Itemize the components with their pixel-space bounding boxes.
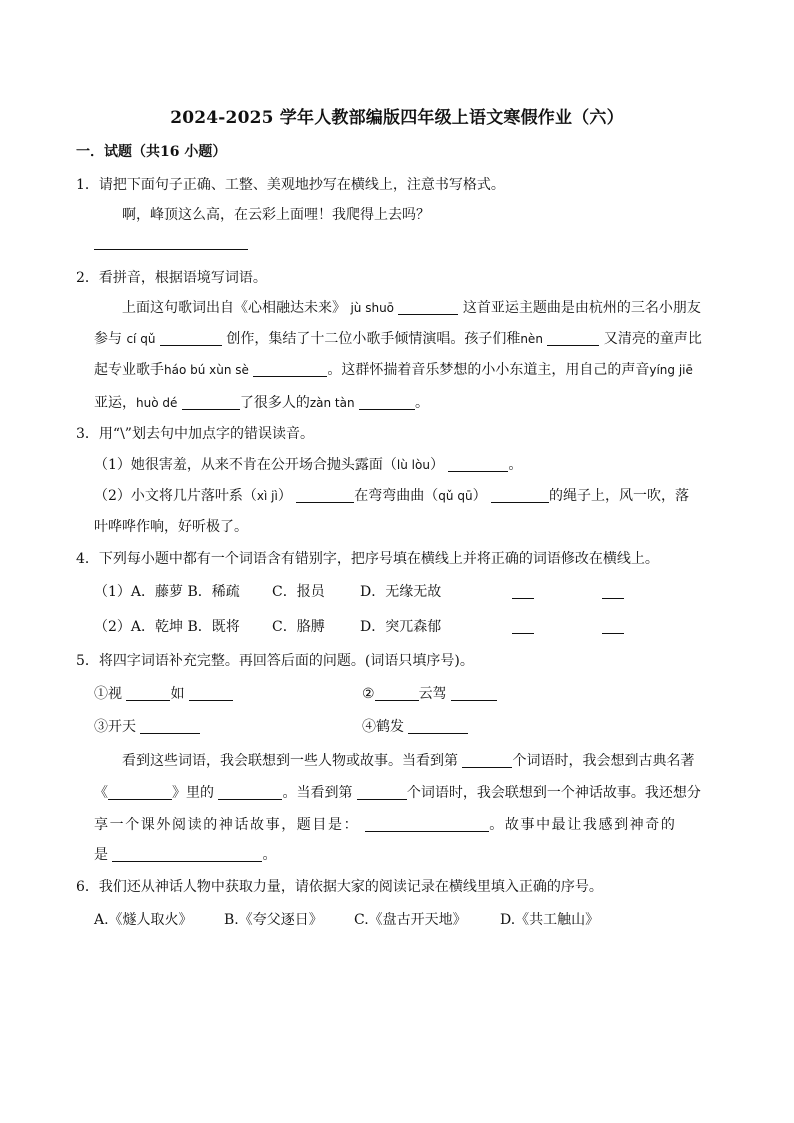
answer-blank[interactable] [462,752,512,768]
q6-option-a: A.《燧人取火》 [94,912,193,928]
q4-row-2-d: D．突兀森郁 [360,619,442,635]
q2-line-4: 亚运，huò dé 了很多人的zàn tàn 。 [94,395,430,411]
q5-para-2: 《 》里的 。当看到第 个词语时，我会联想到一个神话故事。我还想分 [94,785,701,801]
q6-option-c: C.《盘古开天地》 [354,912,467,928]
answer-blank[interactable] [491,487,549,503]
page-title: 2024-2025 学年人教部编版四年级上语文寒假作业（六） [170,108,624,128]
answer-blank[interactable] [398,299,458,315]
answer-blank[interactable] [182,394,240,410]
answer-blank[interactable] [547,330,599,346]
answer-blank[interactable] [112,846,262,862]
pinyin: cí qǔ [126,332,156,346]
q3-sentence-2-cont: 叶哗哗作响，好听极了。 [94,519,248,535]
answer-blank[interactable] [140,718,200,734]
q3-stem: 3．用“\”划去句中加点字的错误读音。 [76,426,314,442]
q3-sentence-2: （2）小文将几片落叶系（xì jì） 在弯弯曲曲（qǔ qū） 的绳子上，风一吹，落 [94,488,690,504]
answer-blank[interactable] [160,330,222,346]
q2-stem: 2．看拼音，根据语境写词语。 [76,270,267,286]
pinyin: lù lòu [396,458,430,472]
answer-blank[interactable] [189,685,233,701]
q5-idiom-3: ③开天 [94,717,200,737]
answer-blank[interactable] [357,784,407,800]
q4-row-1-ab: （1）A．藤萝 B．稀疏 [94,584,240,600]
q6-stem: 6．我们还从神话人物中获取力量，请依据大家的阅读记录在横线里填入正确的序号。 [76,879,603,895]
answer-blank[interactable] [108,784,172,800]
answer-blank[interactable] [359,394,415,410]
q2-line-1: 上面这句歌词出自《心相融达未来》 jù shuō 这首亚运主题曲是由杭州的三名小朋友 [122,300,701,316]
pinyin: nèn [520,332,543,346]
q5-para-1: 看到这些词语，我会联想到一些人物或故事。当看到第 个词语时，我会想到古典名著 [122,753,695,769]
q6-option-b: B.《夸父逐日》 [224,912,323,928]
q2-line-2: 参与 cí qǔ 创作，集结了十二位小歌手倾情演唱。孩子们稚nèn 又清亮的童声比 [94,331,702,347]
q4-row-1-blank-2[interactable] [602,582,624,602]
pinyin: zàn tàn [309,396,355,410]
answer-blank[interactable] [365,816,489,832]
q1-sentence: 啊，峰顶这么高，在云彩上面哩！我爬得上去吗？ [122,207,430,223]
q3-sentence-1: （1）她很害羞，从来不肯在公开场合抛头露面（lù lòu） 。 [94,457,523,473]
pinyin: yíng jiē [649,363,693,377]
answer-blank[interactable] [253,361,327,377]
answer-blank[interactable] [451,685,497,701]
pinyin: háo bú xùn sè [164,363,249,377]
q5-para-4: 是 。 [94,847,277,863]
answer-blank[interactable] [375,685,419,701]
q4-row-1-c: C．报员 [272,584,325,600]
answer-blank[interactable] [218,784,282,800]
q4-row-1-blank-1[interactable] [512,582,534,602]
pinyin: jù shuō [350,301,395,315]
pinyin: qǔ qū [438,489,473,503]
q4-row-2-blank-1[interactable] [512,617,534,637]
answer-blank[interactable] [126,685,170,701]
q5-para-3: 享一个课外阅读的神话故事，题目是： 。故事中最让我感到神奇的 [94,817,677,833]
q2-line-3: 起专业歌手háo bú xùn sè 。这群怀揣着音乐梦想的小小东道主，用自己的声音yíng jiē [94,362,693,378]
q5-idiom-1: ①视 如 [94,684,233,704]
q5-idiom-2: ② 云驾 [362,684,497,704]
q4-row-1-d: D．无缘无故 [360,584,442,600]
q4-stem: 4．下列每小题中都有一个词语含有错别字，把序号填在横线上并将正确的词语修改在横线上。 [76,551,659,567]
pinyin: huò dé [136,396,178,410]
q5-stem: 5．将四字词语补充完整。再回答后面的问题。(词语只填序号)。 [76,653,474,669]
q4-row-2-c: C．胳膊 [272,619,325,635]
answer-blank[interactable] [448,456,508,472]
q1-stem: 1．请把下面句子正确、工整、美观地抄写在横线上，注意书写格式。 [76,177,505,193]
answer-blank[interactable] [408,718,468,734]
q6-option-d: D.《共工触山》 [500,912,600,928]
q4-row-2-ab: （2）A．乾坤 B．既将 [94,619,240,635]
section-heading: 一．试题（共16 小题） [76,144,227,160]
answer-blank[interactable] [296,487,354,503]
pinyin: xì jì [256,489,278,503]
q1-answer-line[interactable] [94,233,248,253]
q4-row-2-blank-2[interactable] [602,617,624,637]
q5-idiom-4: ④鹤发 [362,717,468,737]
